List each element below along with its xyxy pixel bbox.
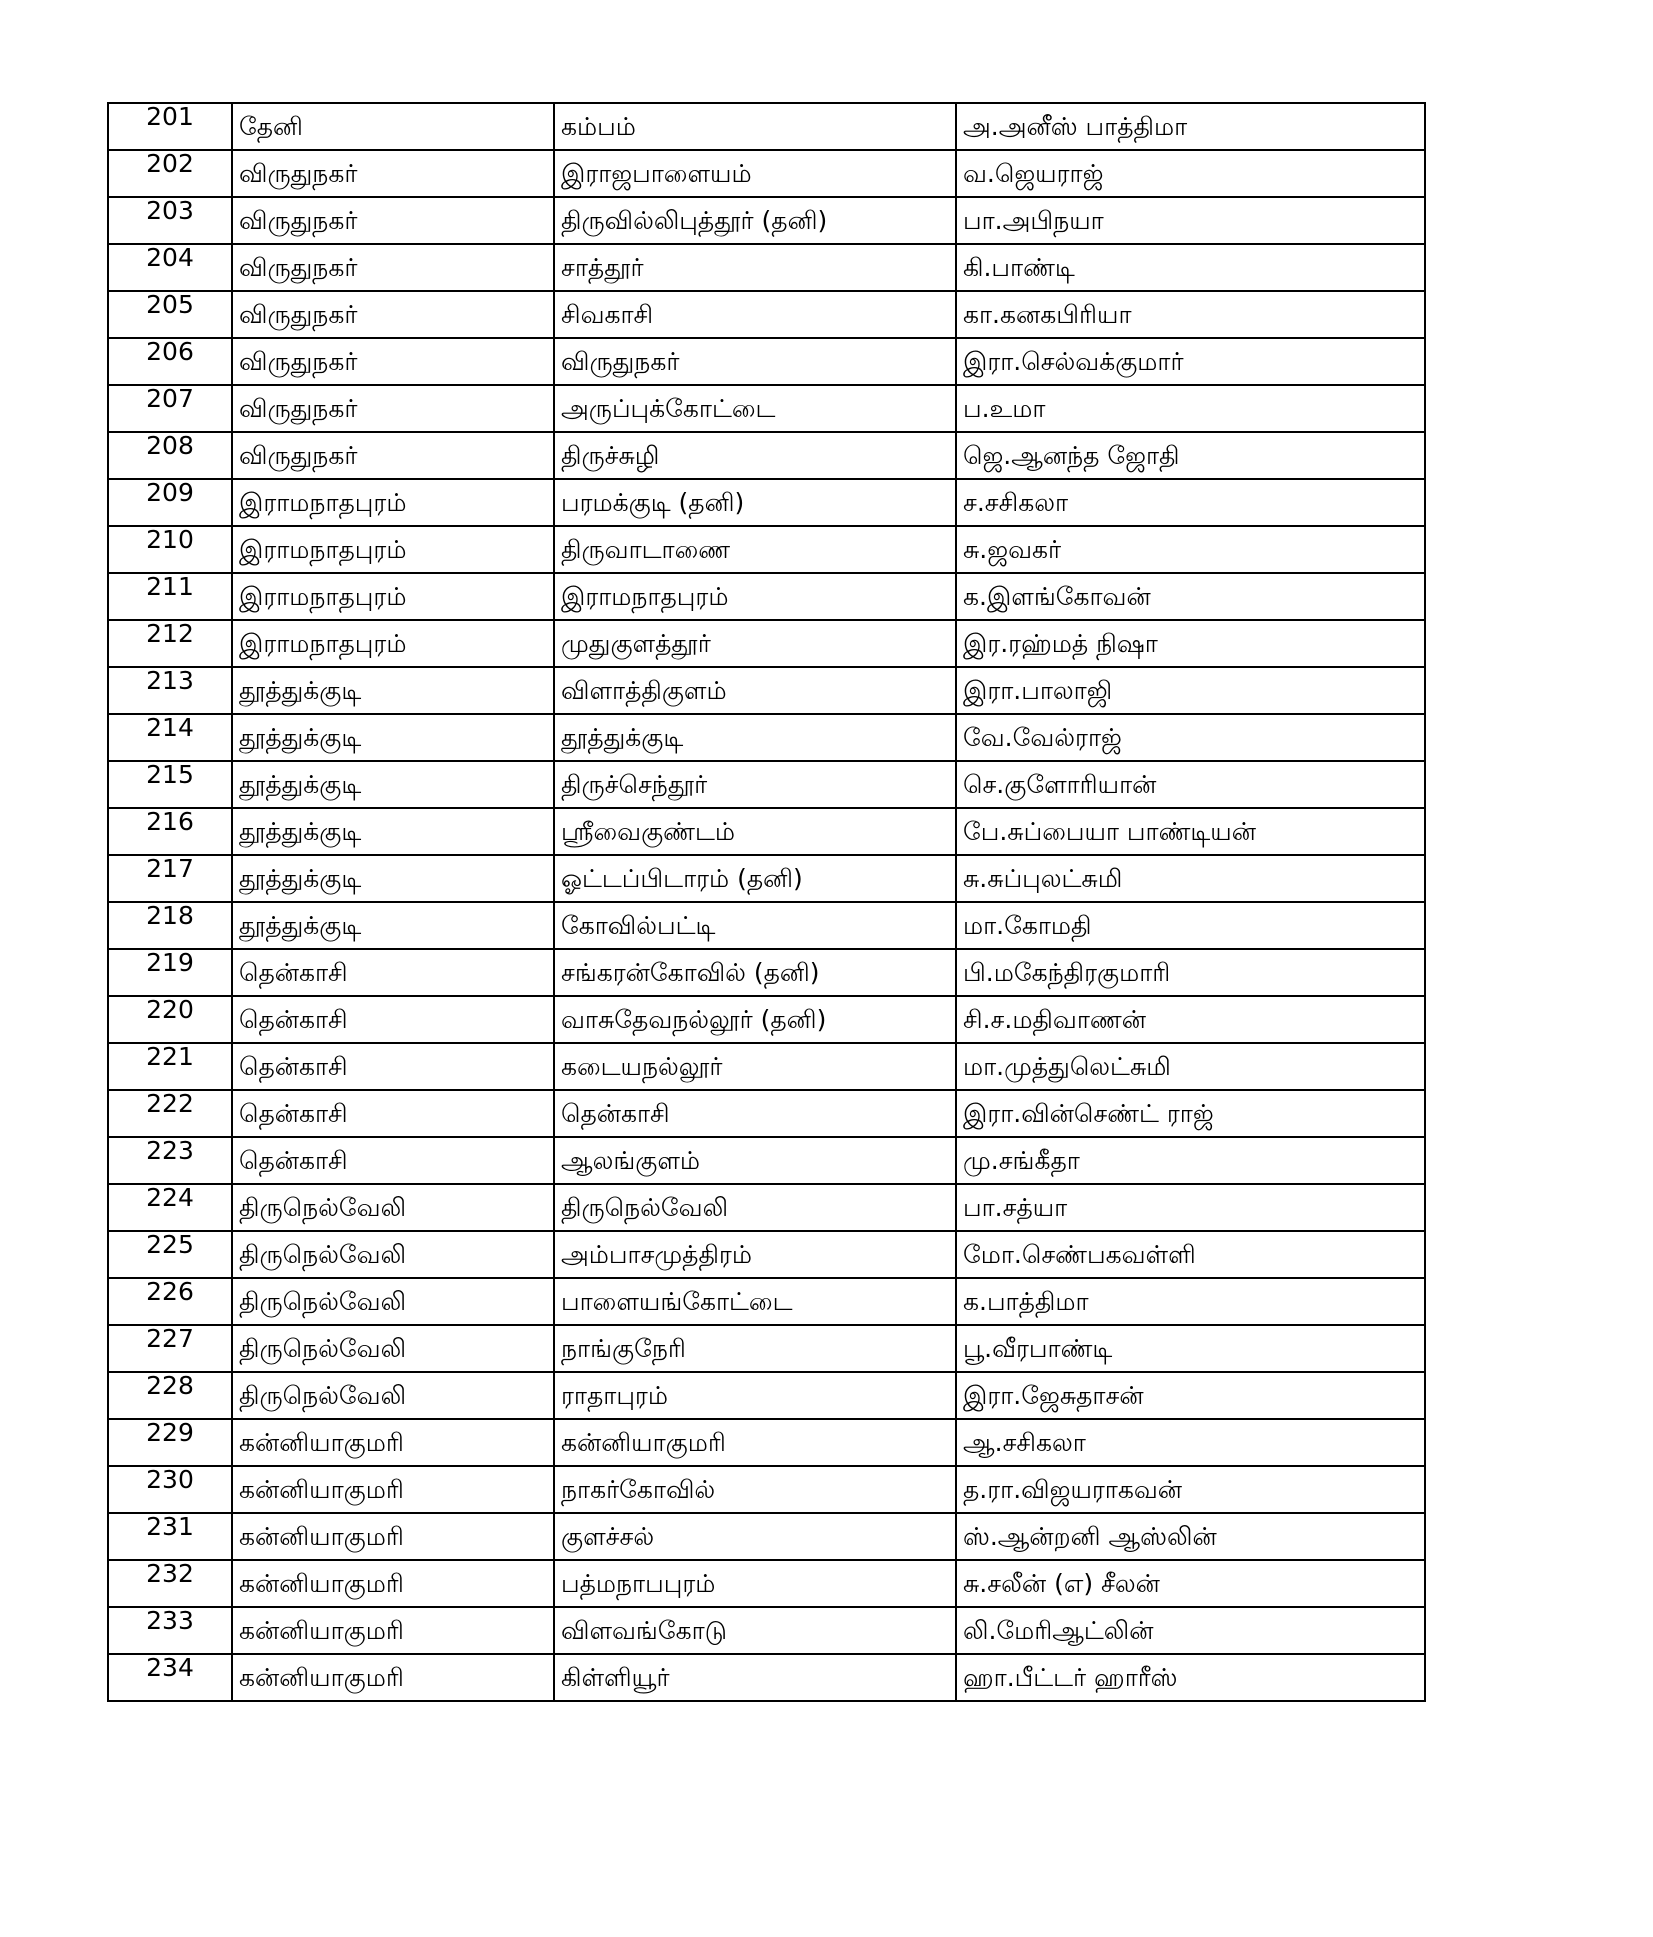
district-cell: விருதுநகர்	[232, 150, 554, 197]
district-cell: இராமநாதபுரம்	[232, 526, 554, 573]
constituency-cell: இராஜபாளையம்	[554, 150, 956, 197]
district-cell: தென்காசி	[232, 996, 554, 1043]
table-row	[108, 1137, 1425, 1184]
candidate-name-cell: ஸ்.ஆன்றனி ஆஸ்லின்	[956, 1513, 1425, 1560]
district-cell: திருநெல்வேலி	[232, 1325, 554, 1372]
constituency-cell: ராதாபுரம்	[554, 1372, 956, 1419]
district-cell: விருதுநகர்	[232, 385, 554, 432]
table-row	[108, 949, 1425, 996]
constituency-cell: திருநெல்வேலி	[554, 1184, 956, 1231]
constituency-cell: சாத்தூர்	[554, 244, 956, 291]
constituency-cell: அம்பாசமுத்திரம்	[554, 1231, 956, 1278]
candidate-name-cell: ஆ.சசிகலா	[956, 1419, 1425, 1466]
serial-number-cell: 205	[108, 291, 232, 338]
district-cell: இராமநாதபுரம்	[232, 573, 554, 620]
district-cell: விருதுநகர்	[232, 197, 554, 244]
constituency-cell: நாகர்கோவில்	[554, 1466, 956, 1513]
district-cell: திருநெல்வேலி	[232, 1278, 554, 1325]
district-cell: தென்காசி	[232, 1043, 554, 1090]
table-row	[108, 479, 1425, 526]
table-row	[108, 1654, 1425, 1701]
candidate-name-cell: கி.பாண்டி	[956, 244, 1425, 291]
candidate-name-cell: இரா.பாலாஜி	[956, 667, 1425, 714]
candidate-name-cell: இரா.செல்வக்குமார்	[956, 338, 1425, 385]
district-cell: திருநெல்வேலி	[232, 1231, 554, 1278]
district-cell: தூத்துக்குடி	[232, 667, 554, 714]
district-cell: தூத்துக்குடி	[232, 855, 554, 902]
serial-number-cell: 223	[108, 1137, 232, 1184]
candidate-name-cell: பூ.வீரபாண்டி	[956, 1325, 1425, 1372]
table-row	[108, 1513, 1425, 1560]
table-row	[108, 244, 1425, 291]
serial-number-cell: 219	[108, 949, 232, 996]
constituency-cell: ஸ்ரீவைகுண்டம்	[554, 808, 956, 855]
constituency-cell: முதுகுளத்தூர்	[554, 620, 956, 667]
constituency-cell: வாசுதேவநல்லூர் (தனி)	[554, 996, 956, 1043]
district-cell: தென்காசி	[232, 1090, 554, 1137]
district-cell: திருநெல்வேலி	[232, 1372, 554, 1419]
constituency-cell: திருவில்லிபுத்தூர் (தனி)	[554, 197, 956, 244]
candidate-name-cell: சு.சுப்புலட்சுமி	[956, 855, 1425, 902]
district-cell: விருதுநகர்	[232, 291, 554, 338]
table-row	[108, 855, 1425, 902]
table-row	[108, 1372, 1425, 1419]
district-cell: இராமநாதபுரம்	[232, 620, 554, 667]
serial-number-cell: 204	[108, 244, 232, 291]
district-cell: கன்னியாகுமரி	[232, 1466, 554, 1513]
district-cell: கன்னியாகுமரி	[232, 1560, 554, 1607]
serial-number-cell: 206	[108, 338, 232, 385]
constituency-cell: அருப்புக்கோட்டை	[554, 385, 956, 432]
constituency-cell: நாங்குநேரி	[554, 1325, 956, 1372]
serial-number-cell: 227	[108, 1325, 232, 1372]
candidate-name-cell: இர.ரஹ்மத் நிஷா	[956, 620, 1425, 667]
candidate-name-cell: இரா.வின்செண்ட் ராஜ்	[956, 1090, 1425, 1137]
candidate-name-cell: ஜெ.ஆனந்த ஜோதி	[956, 432, 1425, 479]
district-cell: கன்னியாகுமரி	[232, 1654, 554, 1701]
constituency-cell: பாளையங்கோட்டை	[554, 1278, 956, 1325]
constituency-cell: கன்னியாகுமரி	[554, 1419, 956, 1466]
serial-number-cell: 226	[108, 1278, 232, 1325]
serial-number-cell: 225	[108, 1231, 232, 1278]
district-cell: கன்னியாகுமரி	[232, 1419, 554, 1466]
serial-number-cell: 232	[108, 1560, 232, 1607]
table-row	[108, 432, 1425, 479]
constituency-cell: கோவில்பட்டி	[554, 902, 956, 949]
table-row	[108, 150, 1425, 197]
table-row	[108, 620, 1425, 667]
constituency-cell: விளவங்கோடு	[554, 1607, 956, 1654]
candidate-name-cell: மு.சங்கீதா	[956, 1137, 1425, 1184]
candidate-name-cell: க.பாத்திமா	[956, 1278, 1425, 1325]
candidate-name-cell: மோ.செண்பகவள்ளி	[956, 1231, 1425, 1278]
candidate-table-body	[108, 103, 1425, 1701]
table-row	[108, 1231, 1425, 1278]
table-row	[108, 573, 1425, 620]
serial-number-cell: 220	[108, 996, 232, 1043]
district-cell: கன்னியாகுமரி	[232, 1513, 554, 1560]
constituency-cell: கிள்ளியூர்	[554, 1654, 956, 1701]
candidate-name-cell: த.ரா.விஜயராகவன்	[956, 1466, 1425, 1513]
constituency-cell: விருதுநகர்	[554, 338, 956, 385]
table-row	[108, 385, 1425, 432]
district-cell: தென்காசி	[232, 1137, 554, 1184]
district-cell: தேனி	[232, 103, 554, 150]
constituency-cell: கம்பம்	[554, 103, 956, 150]
serial-number-cell: 229	[108, 1419, 232, 1466]
serial-number-cell: 231	[108, 1513, 232, 1560]
constituency-cell: தூத்துக்குடி	[554, 714, 956, 761]
serial-number-cell: 207	[108, 385, 232, 432]
serial-number-cell: 201	[108, 103, 232, 150]
constituency-cell: பரமக்குடி (தனி)	[554, 479, 956, 526]
table-row	[108, 103, 1425, 150]
district-cell: தூத்துக்குடி	[232, 761, 554, 808]
table-row	[108, 1419, 1425, 1466]
district-cell: தூத்துக்குடி	[232, 714, 554, 761]
candidate-name-cell: ஹா.பீட்டர் ஹாரீஸ்	[956, 1654, 1425, 1701]
table-row	[108, 1466, 1425, 1513]
table-row	[108, 1090, 1425, 1137]
serial-number-cell: 213	[108, 667, 232, 714]
candidate-name-cell: மா.கோமதி	[956, 902, 1425, 949]
table-row	[108, 526, 1425, 573]
district-cell: விருதுநகர்	[232, 432, 554, 479]
constituency-cell: இராமநாதபுரம்	[554, 573, 956, 620]
table-row	[108, 197, 1425, 244]
serial-number-cell: 218	[108, 902, 232, 949]
serial-number-cell: 203	[108, 197, 232, 244]
table-row	[108, 1325, 1425, 1372]
constituency-cell: திருவாடாணை	[554, 526, 956, 573]
serial-number-cell: 208	[108, 432, 232, 479]
constituency-cell: ஆலங்குளம்	[554, 1137, 956, 1184]
table-row	[108, 902, 1425, 949]
serial-number-cell: 211	[108, 573, 232, 620]
serial-number-cell: 222	[108, 1090, 232, 1137]
candidate-name-cell: சு.ஜவகர்	[956, 526, 1425, 573]
constituency-cell: திருச்செந்தூர்	[554, 761, 956, 808]
candidate-name-cell: லி.மேரிஆட்லின்	[956, 1607, 1425, 1654]
constituency-cell: திருச்சுழி	[554, 432, 956, 479]
constituency-cell: விளாத்திகுளம்	[554, 667, 956, 714]
serial-number-cell: 230	[108, 1466, 232, 1513]
district-cell: தென்காசி	[232, 949, 554, 996]
candidate-name-cell: செ.குளோரியான்	[956, 761, 1425, 808]
table-row	[108, 1560, 1425, 1607]
candidate-name-cell: மா.முத்துலெட்சுமி	[956, 1043, 1425, 1090]
constituency-cell: சிவகாசி	[554, 291, 956, 338]
table-row	[108, 338, 1425, 385]
table-row	[108, 761, 1425, 808]
district-cell: இராமநாதபுரம்	[232, 479, 554, 526]
candidate-name-cell: கா.கனகபிரியா	[956, 291, 1425, 338]
serial-number-cell: 228	[108, 1372, 232, 1419]
candidate-name-cell: வ.ஜெயராஜ்	[956, 150, 1425, 197]
serial-number-cell: 234	[108, 1654, 232, 1701]
table-row	[108, 808, 1425, 855]
candidate-name-cell: க.இளங்கோவன்	[956, 573, 1425, 620]
candidate-name-cell: பே.சுப்பையா பாண்டியன்	[956, 808, 1425, 855]
constituency-cell: கடையநல்லூர்	[554, 1043, 956, 1090]
candidate-name-cell: அ.அனீஸ் பாத்திமா	[956, 103, 1425, 150]
constituency-cell: தென்காசி	[554, 1090, 956, 1137]
constituency-cell: பத்மநாபபுரம்	[554, 1560, 956, 1607]
serial-number-cell: 215	[108, 761, 232, 808]
district-cell: விருதுநகர்	[232, 244, 554, 291]
serial-number-cell: 210	[108, 526, 232, 573]
candidate-name-cell: வே.வேல்ராஜ்	[956, 714, 1425, 761]
candidate-name-cell: சி.ச.மதிவாணன்	[956, 996, 1425, 1043]
serial-number-cell: 214	[108, 714, 232, 761]
candidate-name-cell: பா.அபிநயா	[956, 197, 1425, 244]
candidate-table	[107, 102, 1426, 1702]
district-cell: கன்னியாகுமரி	[232, 1607, 554, 1654]
table-row	[108, 1607, 1425, 1654]
candidate-name-cell: இரா.ஜேசுதாசன்	[956, 1372, 1425, 1419]
table-row	[108, 1278, 1425, 1325]
serial-number-cell: 217	[108, 855, 232, 902]
district-cell: திருநெல்வேலி	[232, 1184, 554, 1231]
constituency-cell: குளச்சல்	[554, 1513, 956, 1560]
district-cell: தூத்துக்குடி	[232, 902, 554, 949]
serial-number-cell: 216	[108, 808, 232, 855]
district-cell: தூத்துக்குடி	[232, 808, 554, 855]
candidate-name-cell: ப.உமா	[956, 385, 1425, 432]
district-cell: விருதுநகர்	[232, 338, 554, 385]
serial-number-cell: 209	[108, 479, 232, 526]
table-row	[108, 714, 1425, 761]
constituency-cell: ஓட்டப்பிடாரம் (தனி)	[554, 855, 956, 902]
serial-number-cell: 212	[108, 620, 232, 667]
constituency-cell: சங்கரன்கோவில் (தனி)	[554, 949, 956, 996]
candidate-name-cell: ச.சசிகலா	[956, 479, 1425, 526]
candidate-name-cell: பி.மகேந்திரகுமாரி	[956, 949, 1425, 996]
serial-number-cell: 233	[108, 1607, 232, 1654]
table-row	[108, 667, 1425, 714]
serial-number-cell: 224	[108, 1184, 232, 1231]
serial-number-cell: 202	[108, 150, 232, 197]
serial-number-cell: 221	[108, 1043, 232, 1090]
table-row	[108, 1043, 1425, 1090]
candidate-name-cell: சு.சலீன் (எ) சீலன்	[956, 1560, 1425, 1607]
candidate-name-cell: பா.சத்யா	[956, 1184, 1425, 1231]
table-row	[108, 291, 1425, 338]
table-row	[108, 1184, 1425, 1231]
table-row	[108, 996, 1425, 1043]
